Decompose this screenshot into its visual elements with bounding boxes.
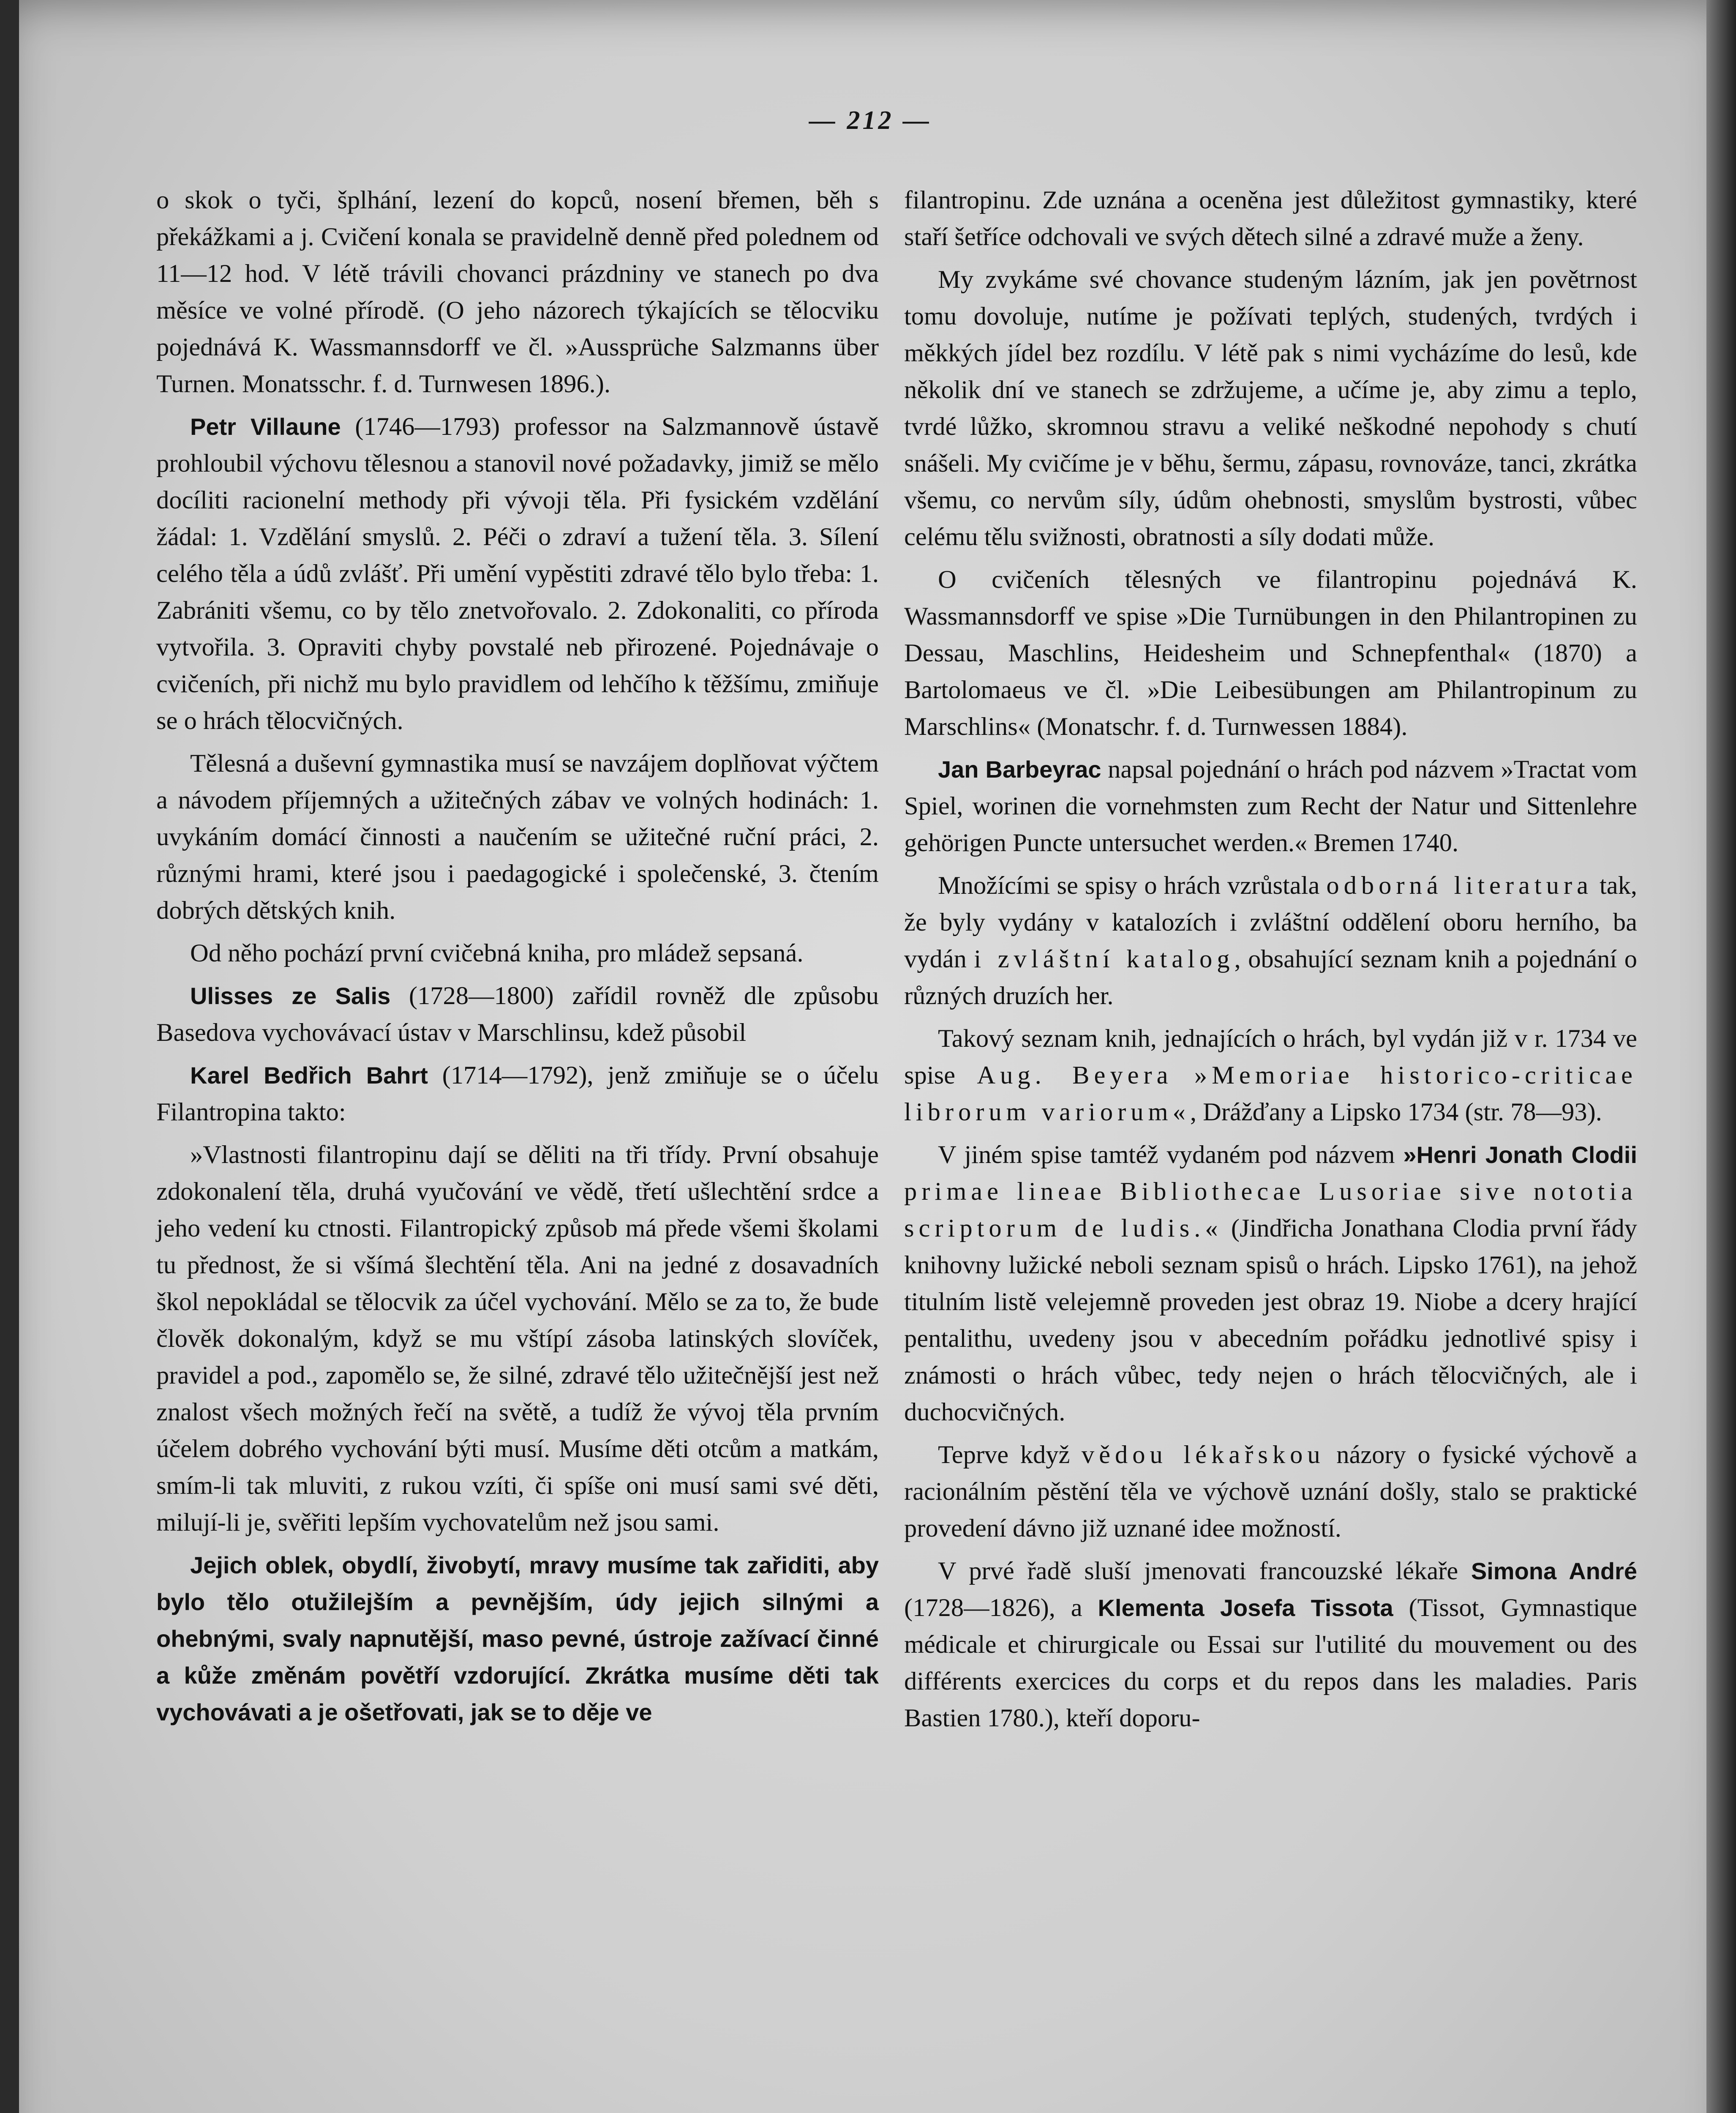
quotation: »Vlastnosti filantropinu dají se děliti na tři třídy. První obsahuje zdokonalení těla, druhá vyučování ve vědě, třetí ušlechtění srdce a jeho vedení ku ctnosti. Filantropický způsob má přede všemi školami tu přednost, že si všímá šlechtění těla. Ani na jedné z dosavadních škol nepokládal se tělocvik za účel vychování. Mělo se za to, že bude člověk dokonalým, když se mu vštípí zásoba latinských slovíček, pravidel a pod., zapomělo se, že silné, zdravé tělo užitečnější jest než znalost všech možných řečí na světě, a tudíž že vývoj těla prvním účelem dobrého vychování býti musí. Musíme děti otcům a matkám, smím-li tak mluviti, z rukou vzíti, či spíše oni musí sami své děti, milují-li je, svěřiti lepším vychovatelům než jsou sami.: [156, 1141, 879, 1537]
paragraph-text: [1172, 1061, 1194, 1089]
paragraph: o skok o tyči, šplhání, lezení do kopců, nosení břemen, běh s překážkami a j. Cvičení konala se pravidelně denně před polednem od 11—12 hod. V létě trávili chovanci prázdniny ve stanech po dva měsíce ve volné přírodě. (O jeho názorech týkajících se tělocviku pojednává K. Wassmannsdorff ve čl. »Aussprüche Salzmanns über Turnen. Monatsschr. f. d. Turnwesen 1896.).: [156, 186, 879, 398]
paragraph: [904, 1553, 1637, 1736]
spaced-text: odborná literatura: [1326, 871, 1593, 900]
person-name: Karel Bedřich Bahrt: [190, 1062, 428, 1089]
paragraph: [904, 867, 1637, 1014]
paragraph-text: napsal pojednání o hrách pod názvem »Tractat vom Spiel, worinen die vornehmsten zum Recht der Natur und Sittenlehre gehörigen Puncte untersuchet werden.« Bremen 1740.: [904, 755, 1638, 857]
paragraph-text: , Drážďany a Lipsko 1734 (str. 78—93).: [1190, 1098, 1602, 1126]
paragraph-text: (1746—1793) professor na Salzmannově ústavě prohloubil výchovu tělesnou a stanovil nové požadavky, jimiž se mělo docíliti racionelní methody při vývoji těla. Při fysickém vzdělání žádal: 1. Vzdělání smyslů. 2. Péči o zdraví a tužení těla. 3. Sílení celého těla a údů zvlášť. Při umění vypěstiti zdravé tělo bylo třeba: 1. Zabrániti všemu, co by tělo znetvořovalo. 2. Zdokonaliti, co příroda vytvořila. 3. Opraviti chyby povstalé neb přirozené. Pojednávaje o cvičeních, při nichž mu bylo pravidlem od lehčího k těžšímu, zmiňuje se o hrách tělocvičných.: [156, 412, 879, 735]
page-right-edge: [1706, 0, 1736, 2113]
paragraph: O cvičeních tělesných ve filantropinu pojednává K. Wassmannsdorff ve spise »Die Turnübungen in den Philantropinen zu Dessau, Maschlins, Heidesheim und Schnepfenthal« (1870) a Bartolomaeus ve čl. »Die Leibesübungen am Philantropinum zu Marschlins« (Monatschr. f. d. Turnwessen 1884).: [904, 565, 1637, 741]
page-number: — 212 —: [809, 106, 932, 135]
right-column: [904, 182, 1637, 1742]
spaced-text: »Memoriae historico-criticae librorum variorum«: [904, 1061, 1638, 1126]
left-column: [156, 182, 879, 1736]
paragraph: [156, 408, 879, 739]
paragraph-text: V prvé řadě sluší jmenovati francouzské lékaře: [938, 1557, 1471, 1585]
paragraph: [904, 1020, 1637, 1130]
paragraph-text: (1728—1800) zařídil rovněž dle způsobu Basedova vychovávací ústav v Marschlinsu, kdež působil: [156, 982, 879, 1047]
paragraph-text: Množícími se spisy o hrách vzrůstala: [938, 871, 1327, 900]
paragraph: Od něho pochází první cvičebná kniha, pro mládež sepsaná.: [190, 939, 804, 967]
person-name: Simona André: [1471, 1558, 1637, 1584]
person-name: Jan Barbeyrac: [938, 756, 1101, 783]
paragraph-text: názory o fysické výchově a racionálním pěstění těla ve výchově uznání došly, stalo se praktické provedení dávno již uznané idee možností.: [904, 1441, 1637, 1542]
paragraph: [156, 1057, 879, 1130]
quotation-bold: [156, 1547, 879, 1731]
paragraph: [904, 1136, 1637, 1431]
paragraph: filantropinu. Zde uznána a oceněna jest důležitost gymnastiky, které staří šetříce odchovali ve svých dětech silné a zdravé muže a ženy.: [904, 186, 1637, 251]
paragraph: Tělesná a duševní gymnastika musí se navzájem doplňovat výčtem a návodem příjemných a užitečných zábav ve volných hodinách: 1. uvykáním domácí činnosti a naučením se užitečné ruční práci, 2. různými hrami, které jsou i paedagogické i společenské, 3. čtením dobrých dětských knih.: [156, 749, 879, 925]
spaced-text: i zvláštní katalog: [974, 945, 1235, 973]
spaced-text: primae lineae Bibliothecae Lusoriae sive nototia scriptorum de ludis.«: [904, 1177, 1637, 1242]
paragraph-text: (1714—1792), jenž zmiňuje se o účelu Filantropina takto:: [156, 1061, 879, 1126]
spaced-text: Aug. Beyera: [977, 1061, 1173, 1089]
person-name: Klementa Josefa Tissota: [1098, 1594, 1393, 1621]
person-name: Ulisses ze Salis: [190, 983, 391, 1009]
paragraph-text: Teprve když: [938, 1441, 1082, 1469]
paragraph-text: (Tissot, Gymnastique médicale et chirurgicale ou Essai sur l'utilité du mouvement ou des différents exercices du corps et du repos dans les maladies. Paris Bastien 1780.), kteří doporu-: [904, 1594, 1637, 1732]
spaced-text: vědou lékařskou: [1081, 1441, 1325, 1469]
paragraph-text: (1728—1826), a: [904, 1594, 1098, 1622]
paragraph: My zvykáme své chovance studeným lázním, jak jen povětrnost tomu dovoluje, nutíme je požívati teplých, studených, tvrdých i měkkých jídel bez rozdílu. V létě pak s nimi vycházíme do lesů, kde několik dní ve stanech se zdržujeme, a učíme je, aby zimu a teplo, tvrdé lůžko, skromnou stravu a veliké neškodné nepohody s chutí snášeli. My cvičíme je v běhu, šermu, zápasu, rovnováze, tanci, zkrátka všemu, co nervům síly, údům ohebnosti, smyslům bystrosti, vůbec celému tělu svižnosti, obratnosti a síly dodati může.: [904, 265, 1637, 551]
person-name: Petr Villaune: [190, 413, 341, 440]
paragraph-text: , obsahující seznam knih a pojednání o různých druzích her.: [904, 945, 1637, 1010]
bold-text: Jejich oblek, obydlí, živobytí, mravy musíme tak zařiditi, aby bylo tělo otužilejším a pevnějším, údy jejich silnými a ohebnými, svaly napnutější, maso pevné, ústroje zažívací činné a kůže změnám povětří vzdorující. Zkrátka musíme děti tak vychovávati a je ošetřovati, jak se to děje ve: [156, 1552, 879, 1725]
paragraph: [156, 977, 879, 1051]
paragraph-text: tak, že byly vydány v katalozích i zvláštní oddělení oboru herního, ba vydán: [904, 871, 1638, 973]
paragraph-text: (Jindřicha Jonathana Clodia první řády knihovny lužické neboli seznam spisů o hrách. Lipsko 1761), na jehož titulním listě velejemně proveden jest obraz 19. Niobe a dcery hrající pentalithu, uvedeny jsou v abecedním pořádku jednotlivé spisy i známosti o hrách vůbec, tedy nejen o hrách tělocvičných, ale i duchocvičných.: [904, 1214, 1637, 1426]
paragraph-text: Takový seznam knih, jednajících o hrách, byl vydán již v r. 1734 ve spise: [904, 1024, 1637, 1089]
page-left-edge: [0, 0, 19, 2113]
paragraph: [904, 1436, 1637, 1547]
person-name: »Henri Jonath Clodii: [1403, 1141, 1638, 1168]
paragraph: [904, 751, 1637, 861]
paragraph-text: V jiném spise tamtéž vydaném pod názvem: [938, 1141, 1404, 1169]
